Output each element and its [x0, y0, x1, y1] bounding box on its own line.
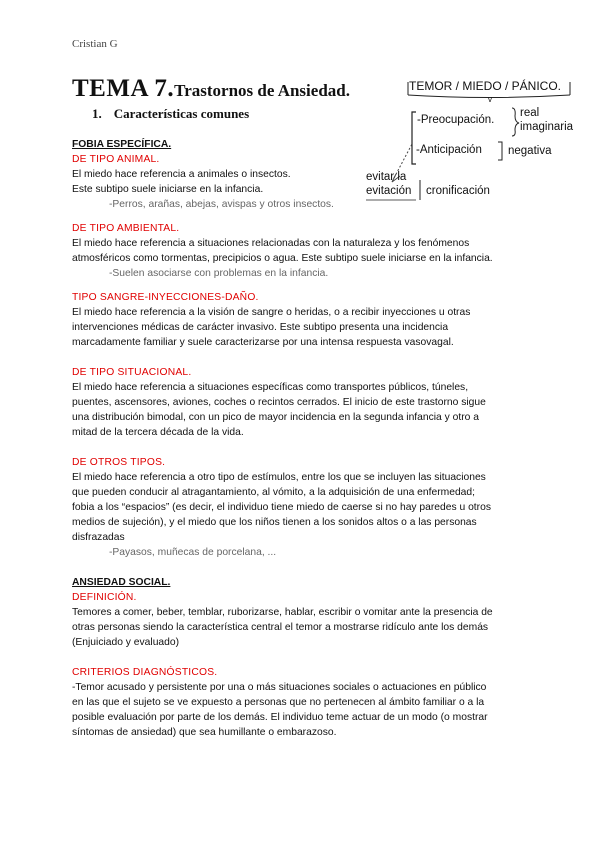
sangre-line-3: marcadamente familiar y suele caracterizarse por una intensa respuesta vasovagal.: [72, 337, 454, 348]
diagram-v-mark: v: [488, 95, 492, 104]
sangre-line-2: intervenciones médicas de carácter invasivo. Este subtipo presenta una incidencia: [72, 322, 449, 333]
criterios-line-1: -Temor acusado y persistente por una o más situaciones sociales o actuaciones en público: [72, 682, 487, 693]
sangre-line-1: El miedo hace referencia a la visión de sangre o heridas, o a recibir inyecciones u otras: [72, 307, 471, 318]
animal-heading: DE TIPO ANIMAL.: [72, 154, 160, 165]
diagram-imaginaria: imaginaria: [520, 121, 574, 133]
otros-heading: DE OTROS TIPOS.: [72, 457, 166, 468]
title-tema: TEMA 7.: [72, 75, 175, 102]
author-name: Cristian G: [72, 38, 118, 50]
social-heading: ANSIEDAD SOCIAL.: [72, 577, 171, 588]
ambiental-example: -Suelen asociarse con problemas en la infancia.: [109, 268, 329, 279]
diagram-real: real: [520, 107, 540, 119]
situacional-heading: DE TIPO SITUACIONAL.: [72, 367, 192, 378]
ambiental-line-2: atmosféricos como tormentas, precipicios o agua. Este subtipo suele iniciarse en la infancia.: [72, 253, 493, 264]
criterios-heading: CRITERIOS DIAGNÓSTICOS.: [72, 667, 218, 678]
criterios-line-3: posible evaluación por parte de los demás. El individuo teme actuar de un modo (o mostrar: [72, 712, 488, 723]
diagram-preocupacion: -Preocupación.: [417, 114, 495, 126]
situacional-line-3: una distribución bimodal, con un pico de mayor incidencia en la segunda infancia y otro a: [72, 412, 479, 423]
title-subtitle: Trastornos de Ansiedad.: [174, 81, 350, 100]
animal-example: -Perros, arañas, abejas, avispas y otros insectos.: [109, 199, 334, 210]
otros-example: -Payasos, muñecas de porcelana, ...: [109, 547, 277, 558]
diagram-top-label: TEMOR / MIEDO / PÁNICO.: [409, 79, 562, 93]
section-heading-text: Características comunes: [113, 106, 250, 121]
otros-line-1: El miedo hace referencia a otro tipo de estímulos, entre los que se incluyen las situaciones: [72, 472, 486, 483]
ambiental-heading: DE TIPO AMBIENTAL.: [72, 223, 180, 234]
situacional-line-1: El miedo hace referencia a situaciones específicas como transportes públicos, túneles,: [72, 382, 469, 393]
ambiental-line-1: El miedo hace referencia a situaciones relacionadas con la naturaleza y los fenómenos: [72, 238, 470, 249]
page-title: [72, 75, 350, 103]
criterios-line-2: en las que el sujeto se ve expuesto a personas que no pertenecen al ámbito familiar o a la: [72, 697, 485, 708]
fobia-heading: FOBIA ESPECÍFICA.: [72, 139, 172, 150]
animal-line-1: El miedo hace referencia a animales o insectos.: [72, 169, 291, 180]
diagram-negativa: negativa: [508, 145, 552, 157]
definicion-line-2: otras personas siendo la característica central el temor a mostrarse ridículo ante los demás: [72, 622, 489, 633]
criterios-line-4: síntomas de ansiedad) que sea humillante o embarazoso.: [72, 727, 337, 738]
animal-line-2: Este subtipo suele iniciarse en la infancia.: [72, 184, 264, 195]
definicion-line-1: Temores a comer, beber, temblar, ruborizarse, hablar, escribir o vomitar ante la presencia de: [72, 607, 493, 618]
section-number: 1.: [92, 106, 102, 121]
otros-line-5: disfrazadas: [72, 532, 125, 543]
otros-line-3: fobia a los “espacios” (es decir, el individuo tiene miedo de caerse si no hay paredes u otros: [72, 502, 491, 513]
sangre-heading: TIPO SANGRE-INYECCIONES-DAÑO.: [72, 292, 259, 303]
diagram-evitacion: evitación: [366, 185, 412, 197]
section-heading: [92, 106, 249, 122]
diagram-anticipacion: -Anticipación: [416, 144, 482, 156]
document-body: [72, 137, 534, 740]
situacional-line-2: puentes, ascensores, aviones, coches o recintos cerrados. El inicio de este trastorno sigue: [72, 397, 486, 408]
otros-line-4: medios de sujeción), y el miedo que los niños tienen a los sonidos altos o a las personas: [72, 517, 477, 528]
otros-line-2: que pueden conducir al atragantamiento, al vómito, a la adquisición de una enfermedad;: [72, 487, 475, 498]
definicion-line-3: (Enjuiciado y evaluado): [72, 637, 180, 648]
diagram-cronificacion: cronificación: [426, 185, 490, 197]
diagram-evitar: evitar la: [366, 171, 407, 183]
situacional-line-4: mitad de la tercera década de la vida.: [72, 427, 244, 438]
definicion-heading: DEFINICIÓN.: [72, 592, 137, 603]
